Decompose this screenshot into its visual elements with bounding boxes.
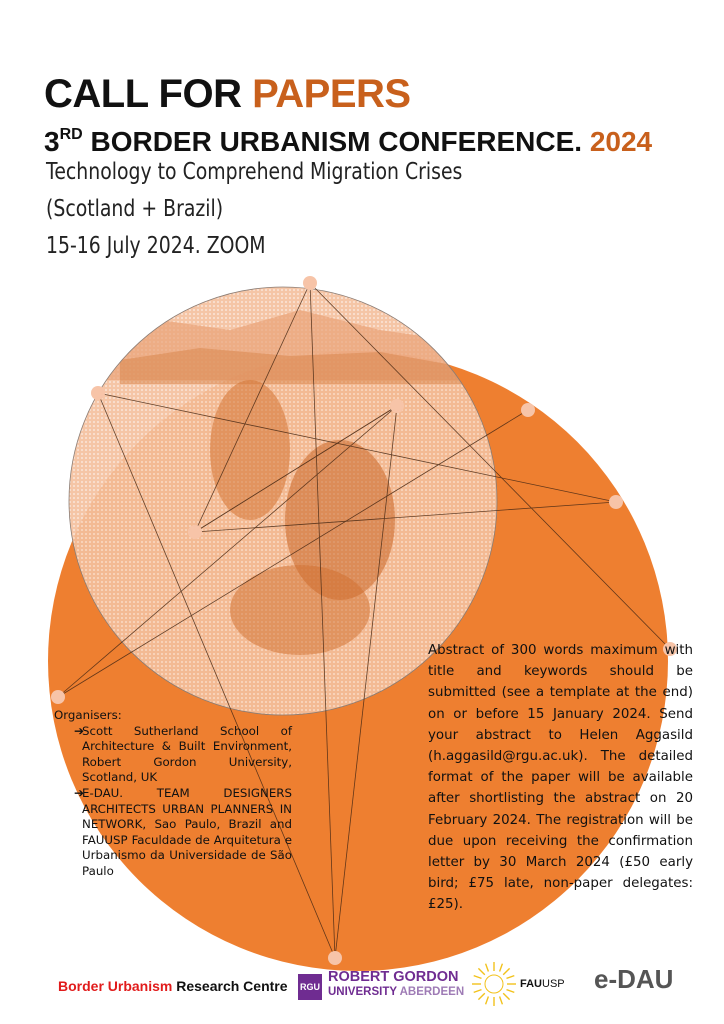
organisers-block: [54, 708, 292, 880]
node: [390, 399, 404, 413]
rgu-subtitle: [328, 986, 464, 999]
subtitle-date-venue: 15-16 July 2024. ZOOM: [46, 233, 266, 259]
node: [609, 495, 623, 509]
fau-thin: USP: [542, 978, 565, 990]
rgu-university: UNIVERSITY: [328, 986, 397, 998]
footer-logos: [0, 960, 724, 1010]
ordinal-suffix: RD: [59, 126, 83, 143]
arrow-bullet-icon: ➔: [74, 723, 85, 738]
node: [51, 690, 65, 704]
brc-name: Border Urbanism: [58, 978, 173, 994]
ordinal-number: 3: [44, 126, 60, 157]
fauusp-logo: [468, 960, 578, 1010]
conference-title: [44, 118, 652, 159]
fauusp-sun-logo-icon: [470, 960, 518, 1008]
fau-bold: FAU: [520, 978, 542, 990]
organiser-text: Scott Sutherland School of Architecture & Built Environment, Robert Gordon University, Scotland, UK: [82, 723, 292, 785]
node: [188, 525, 202, 539]
subtitle-countries: (Scotland + Brazil): [46, 196, 224, 222]
node: [521, 403, 535, 417]
node: [91, 386, 105, 400]
title-papers: PAPERS: [252, 72, 411, 116]
conference-year: 2024: [589, 126, 653, 157]
brc-suffix: Research Centre: [172, 978, 288, 994]
fauusp-wordmark: [520, 978, 565, 990]
edau-logo-icon: e-DAU: [594, 964, 674, 994]
subtitle-theme: Technology to Comprehend Migration Crises: [46, 159, 463, 185]
border-urbanism-logo: [58, 978, 288, 994]
rgu-box: RGU: [298, 974, 322, 1000]
conference-name: BORDER URBANISM CONFERENCE.: [82, 126, 590, 157]
node: [303, 276, 317, 290]
organiser-item: [54, 724, 292, 786]
title-call-for: CALL FOR: [44, 72, 253, 116]
page-title: [44, 72, 411, 116]
organisers-label: Organisers:: [54, 708, 122, 722]
rgu-logo-icon: [298, 968, 465, 1002]
organiser-item: [54, 786, 292, 880]
organiser-text: E-DAU. TEAM DESIGNERS ARCHITECTS URBAN PLANNERS IN NETWORK, Sao Paulo, Brazil and FAUUSP Faculdade de Arquitetura e Urbanismo da Universidade de São Paulo: [82, 785, 292, 878]
abstract-instructions: Abstract of 300 words maximum with title and keywords should be submitted (see a template at the end) on or before 15 January 2024. Send your abstract to Helen Aggasild (h.aggasild@rgu.ac.uk). The detailed format of the paper will be available after shortlisting the abstract on 20 February 2024. The registration will be due upon receiving the confirmation letter by 30 March 2024 (£50 early bird; £75 late, non-paper delegates: £25).: [428, 643, 693, 913]
rgu-name: ROBERT GORDON: [328, 969, 459, 985]
rgu-city: ABERDEEN: [399, 986, 465, 998]
arrow-bullet-icon: ➔: [74, 785, 85, 800]
